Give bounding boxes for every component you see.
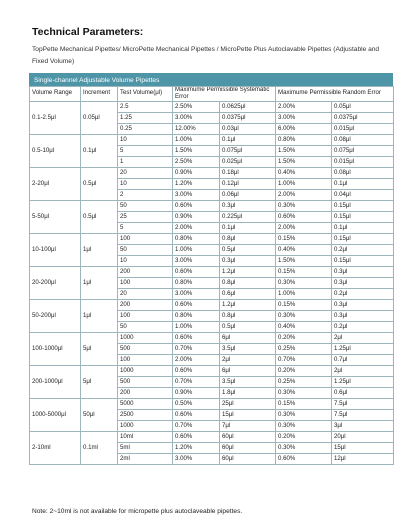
random-error-percent-cell: 0.30% (276, 420, 332, 431)
random-error-value-cell: 0.04μl (332, 189, 394, 200)
random-error-value-cell: 0.08μl (332, 134, 394, 145)
random-error-percent-cell: 0.15% (276, 299, 332, 310)
random-error-value-cell: 0.2μl (332, 321, 394, 332)
test-volume-cell: 5ml (118, 442, 173, 453)
increment-cell: 1μl (81, 233, 118, 266)
increment-cell: 0.5μl (81, 167, 118, 200)
test-volume-cell: 1000 (118, 420, 173, 431)
test-volume-cell: 50 (118, 244, 173, 255)
header-volume-range: Volume Range (30, 87, 81, 102)
systematic-error-percent-cell: 0.60% (173, 266, 220, 277)
systematic-error-value-cell: 1.2μl (220, 299, 276, 310)
systematic-error-percent-cell: 0.80% (173, 233, 220, 244)
test-volume-cell: 5 (118, 145, 173, 156)
random-error-percent-cell: 0.40% (276, 244, 332, 255)
random-error-value-cell: 0.3μl (332, 299, 394, 310)
random-error-value-cell: 15μl (332, 442, 394, 453)
random-error-percent-cell: 1.50% (276, 156, 332, 167)
table-row (30, 431, 394, 442)
test-volume-cell: 1000 (118, 365, 173, 376)
random-error-percent-cell: 0.30% (276, 387, 332, 398)
header-increment: Increment (81, 87, 118, 102)
random-error-percent-cell: 0.60% (276, 453, 332, 464)
table-row (30, 200, 394, 211)
increment-cell: 0.05μl (81, 101, 118, 134)
systematic-error-percent-cell: 0.70% (173, 420, 220, 431)
random-error-percent-cell: 0.70% (276, 354, 332, 365)
test-volume-cell: 10 (118, 178, 173, 189)
systematic-error-percent-cell: 0.60% (173, 299, 220, 310)
systematic-error-percent-cell: 12.00% (173, 123, 220, 134)
random-error-percent-cell: 1.50% (276, 145, 332, 156)
systematic-error-percent-cell: 1.00% (173, 244, 220, 255)
test-volume-cell: 2.5 (118, 101, 173, 112)
systematic-error-percent-cell: 0.80% (173, 277, 220, 288)
test-volume-cell: 200 (118, 387, 173, 398)
test-volume-cell: 2 (118, 189, 173, 200)
random-error-value-cell: 0.015μl (332, 156, 394, 167)
systematic-error-percent-cell: 1.00% (173, 134, 220, 145)
systematic-error-value-cell: 0.225μl (220, 211, 276, 222)
systematic-error-percent-cell: 2.00% (173, 222, 220, 233)
random-error-value-cell: 2μl (332, 365, 394, 376)
systematic-error-percent-cell: 0.90% (173, 387, 220, 398)
random-error-value-cell: 0.15μl (332, 200, 394, 211)
volume-range-cell: 1000-5000μl (30, 398, 81, 431)
systematic-error-value-cell: 3.5μl (220, 376, 276, 387)
test-volume-cell: 100 (118, 354, 173, 365)
systematic-error-value-cell: 0.0625μl (220, 101, 276, 112)
random-error-value-cell: 0.075μl (332, 145, 394, 156)
random-error-value-cell: 3μl (332, 420, 394, 431)
systematic-error-value-cell: 0.8μl (220, 277, 276, 288)
random-error-percent-cell: 2.00% (276, 222, 332, 233)
systematic-error-value-cell: 0.03μl (220, 123, 276, 134)
increment-cell: 5μl (81, 365, 118, 398)
header-test-volume: Test Volume(μl) (118, 87, 173, 102)
random-error-percent-cell: 1.00% (276, 178, 332, 189)
test-volume-cell: 0.25 (118, 123, 173, 134)
systematic-error-value-cell: 0.06μl (220, 189, 276, 200)
test-volume-cell: 1000 (118, 332, 173, 343)
table-row (30, 299, 394, 310)
random-error-value-cell: 7.5μl (332, 409, 394, 420)
systematic-error-value-cell: 6μl (220, 365, 276, 376)
random-error-percent-cell: 0.30% (276, 409, 332, 420)
systematic-error-percent-cell: 0.90% (173, 211, 220, 222)
table-row (30, 266, 394, 277)
random-error-percent-cell: 0.60% (276, 211, 332, 222)
systematic-error-percent-cell: 0.80% (173, 310, 220, 321)
table-row (30, 233, 394, 244)
systematic-error-value-cell: 0.5μl (220, 321, 276, 332)
test-volume-cell: 10ml (118, 431, 173, 442)
systematic-error-value-cell: 1.2μl (220, 266, 276, 277)
random-error-percent-cell: 0.30% (276, 310, 332, 321)
systematic-error-value-cell: 60μl (220, 453, 276, 464)
systematic-error-value-cell: 0.3μl (220, 200, 276, 211)
table-row (30, 167, 394, 178)
volume-range-cell: 5-50μl (30, 200, 81, 233)
random-error-percent-cell: 0.15% (276, 266, 332, 277)
volume-range-cell: 0.1-2.5μl (30, 101, 81, 134)
random-error-percent-cell: 0.25% (276, 376, 332, 387)
random-error-value-cell: 0.08μl (332, 167, 394, 178)
systematic-error-value-cell: 0.6μl (220, 288, 276, 299)
random-error-value-cell: 0.15μl (332, 255, 394, 266)
random-error-percent-cell: 0.20% (276, 365, 332, 376)
test-volume-cell: 2500 (118, 409, 173, 420)
systematic-error-percent-cell: 3.00% (173, 453, 220, 464)
random-error-percent-cell: 0.25% (276, 343, 332, 354)
random-error-value-cell: 0.7μl (332, 354, 394, 365)
increment-cell: 1μl (81, 299, 118, 332)
systematic-error-value-cell: 6μl (220, 332, 276, 343)
random-error-percent-cell: 0.20% (276, 431, 332, 442)
random-error-percent-cell: 3.00% (276, 112, 332, 123)
systematic-error-value-cell: 60μl (220, 442, 276, 453)
header-random-error: Maximumе Permissible Random Error (276, 87, 394, 102)
increment-cell: 5μl (81, 332, 118, 365)
systematic-error-value-cell: 15μl (220, 409, 276, 420)
test-volume-cell: 50 (118, 321, 173, 332)
volume-range-cell: 200-1000μl (30, 365, 81, 398)
increment-cell: 1μl (81, 266, 118, 299)
random-error-value-cell: 0.6μl (332, 387, 394, 398)
test-volume-cell: 100 (118, 277, 173, 288)
random-error-percent-cell: 0.40% (276, 167, 332, 178)
systematic-error-percent-cell: 0.70% (173, 343, 220, 354)
systematic-error-value-cell: 0.0375μl (220, 112, 276, 123)
systematic-error-percent-cell: 0.60% (173, 409, 220, 420)
spec-table-container (29, 73, 393, 465)
random-error-value-cell: 0.15μl (332, 211, 394, 222)
systematic-error-percent-cell: 1.00% (173, 321, 220, 332)
test-volume-cell: 100 (118, 310, 173, 321)
random-error-value-cell: 7.5μl (332, 398, 394, 409)
systematic-error-percent-cell: 0.90% (173, 167, 220, 178)
systematic-error-value-cell: 0.18μl (220, 167, 276, 178)
systematic-error-percent-cell: 3.00% (173, 189, 220, 200)
systematic-error-value-cell: 0.1μl (220, 222, 276, 233)
test-volume-cell: 20 (118, 167, 173, 178)
random-error-percent-cell: 1.00% (276, 288, 332, 299)
random-error-value-cell: 0.0375μl (332, 112, 394, 123)
systematic-error-value-cell: 0.8μl (220, 310, 276, 321)
systematic-error-percent-cell: 3.00% (173, 112, 220, 123)
systematic-error-value-cell: 0.025μl (220, 156, 276, 167)
random-error-percent-cell: 0.30% (276, 442, 332, 453)
test-volume-cell: 10 (118, 134, 173, 145)
random-error-percent-cell: 0.15% (276, 233, 332, 244)
table-header-row (30, 87, 394, 102)
test-volume-cell: 200 (118, 266, 173, 277)
test-volume-cell: 2ml (118, 453, 173, 464)
systematic-error-percent-cell: 1.50% (173, 145, 220, 156)
random-error-value-cell: 0.3μl (332, 266, 394, 277)
systematic-error-percent-cell: 3.00% (173, 288, 220, 299)
systematic-error-value-cell: 25μl (220, 398, 276, 409)
random-error-percent-cell: 0.20% (276, 332, 332, 343)
systematic-error-value-cell: 60μl (220, 431, 276, 442)
random-error-percent-cell: 0.30% (276, 200, 332, 211)
volume-range-cell: 2-20μl (30, 167, 81, 200)
test-volume-cell: 25 (118, 211, 173, 222)
page-subtitle: TopPette Mechanical Pipettes/ MicroPette Mechanical Pipettes / MicroPette Plus Autoclavable Pipettes (Adjustable and Fixed Volume) (32, 46, 380, 65)
systematic-error-value-cell: 7μl (220, 420, 276, 431)
systematic-error-percent-cell: 0.60% (173, 431, 220, 442)
footnote: Note: 2~10ml is not available for micropette plus autoclaveable pipettes. (32, 508, 243, 515)
systematic-error-percent-cell: 2.50% (173, 101, 220, 112)
systematic-error-value-cell: 0.12μl (220, 178, 276, 189)
random-error-value-cell: 0.3μl (332, 310, 394, 321)
test-volume-cell: 1 (118, 156, 173, 167)
random-error-value-cell: 0.05μl (332, 101, 394, 112)
increment-cell: 50μl (81, 398, 118, 431)
random-error-value-cell: 1.25μl (332, 343, 394, 354)
random-error-value-cell: 0.015μl (332, 123, 394, 134)
table-row (30, 365, 394, 376)
test-volume-cell: 5 (118, 222, 173, 233)
random-error-percent-cell: 0.80% (276, 134, 332, 145)
systematic-error-value-cell: 2μl (220, 354, 276, 365)
random-error-value-cell: 0.15μl (332, 233, 394, 244)
table-row (30, 134, 394, 145)
random-error-percent-cell: 6.00% (276, 123, 332, 134)
test-volume-cell: 500 (118, 376, 173, 387)
random-error-value-cell: 0.2μl (332, 288, 394, 299)
systematic-error-percent-cell: 2.00% (173, 354, 220, 365)
test-volume-cell: 20 (118, 288, 173, 299)
systematic-error-value-cell: 0.3μl (220, 255, 276, 266)
increment-cell: 0.1μl (81, 134, 118, 167)
random-error-value-cell: 20μl (332, 431, 394, 442)
test-volume-cell: 100 (118, 233, 173, 244)
page-title: Technical Parameters: (32, 26, 144, 38)
random-error-value-cell: 1.25μl (332, 376, 394, 387)
test-volume-cell: 500 (118, 343, 173, 354)
systematic-error-percent-cell: 0.50% (173, 398, 220, 409)
systematic-error-value-cell: 0.8μl (220, 233, 276, 244)
systematic-error-percent-cell: 0.60% (173, 332, 220, 343)
test-volume-cell: 10 (118, 255, 173, 266)
systematic-error-percent-cell: 2.50% (173, 156, 220, 167)
random-error-value-cell: 0.1μl (332, 178, 394, 189)
volume-range-cell: 2-10ml (30, 431, 81, 464)
volume-range-cell: 0.5-10μl (30, 134, 81, 167)
random-error-percent-cell: 0.40% (276, 321, 332, 332)
systematic-error-percent-cell: 3.00% (173, 255, 220, 266)
volume-range-cell: 50-200μl (30, 299, 81, 332)
test-volume-cell: 50 (118, 200, 173, 211)
test-volume-cell: 200 (118, 299, 173, 310)
systematic-error-value-cell: 3.5μl (220, 343, 276, 354)
systematic-error-value-cell: 0.5μl (220, 244, 276, 255)
systematic-error-percent-cell: 0.60% (173, 200, 220, 211)
volume-range-cell: 100-1000μl (30, 332, 81, 365)
table-row (30, 332, 394, 343)
random-error-percent-cell: 0.15% (276, 398, 332, 409)
systematic-error-percent-cell: 1.20% (173, 178, 220, 189)
random-error-value-cell: 0.2μl (332, 244, 394, 255)
header-systematic-error: Maximumе Permissible Systematic Error (173, 87, 276, 102)
test-volume-cell: 5000 (118, 398, 173, 409)
spec-table (29, 86, 394, 465)
systematic-error-value-cell: 0.075μl (220, 145, 276, 156)
random-error-value-cell: 0.3μl (332, 277, 394, 288)
table-row (30, 398, 394, 409)
volume-range-cell: 20-200μl (30, 266, 81, 299)
table-body (30, 101, 394, 464)
random-error-value-cell: 12μl (332, 453, 394, 464)
increment-cell: 0.5μl (81, 200, 118, 233)
systematic-error-value-cell: 1.8μl (220, 387, 276, 398)
random-error-percent-cell: 0.30% (276, 277, 332, 288)
random-error-value-cell: 0.1μl (332, 222, 394, 233)
systematic-error-value-cell: 0.1μl (220, 134, 276, 145)
volume-range-cell: 10-100μl (30, 233, 81, 266)
table-row (30, 101, 394, 112)
random-error-percent-cell: 1.50% (276, 255, 332, 266)
random-error-value-cell: 2μl (332, 332, 394, 343)
random-error-percent-cell: 2.00% (276, 101, 332, 112)
systematic-error-percent-cell: 0.60% (173, 365, 220, 376)
systematic-error-percent-cell: 1.20% (173, 442, 220, 453)
table-banner: Single-channel Adjustable Volume Pipettes (29, 73, 393, 86)
increment-cell: 0.1ml (81, 431, 118, 464)
random-error-percent-cell: 2.00% (276, 189, 332, 200)
test-volume-cell: 1.25 (118, 112, 173, 123)
systematic-error-percent-cell: 0.70% (173, 376, 220, 387)
